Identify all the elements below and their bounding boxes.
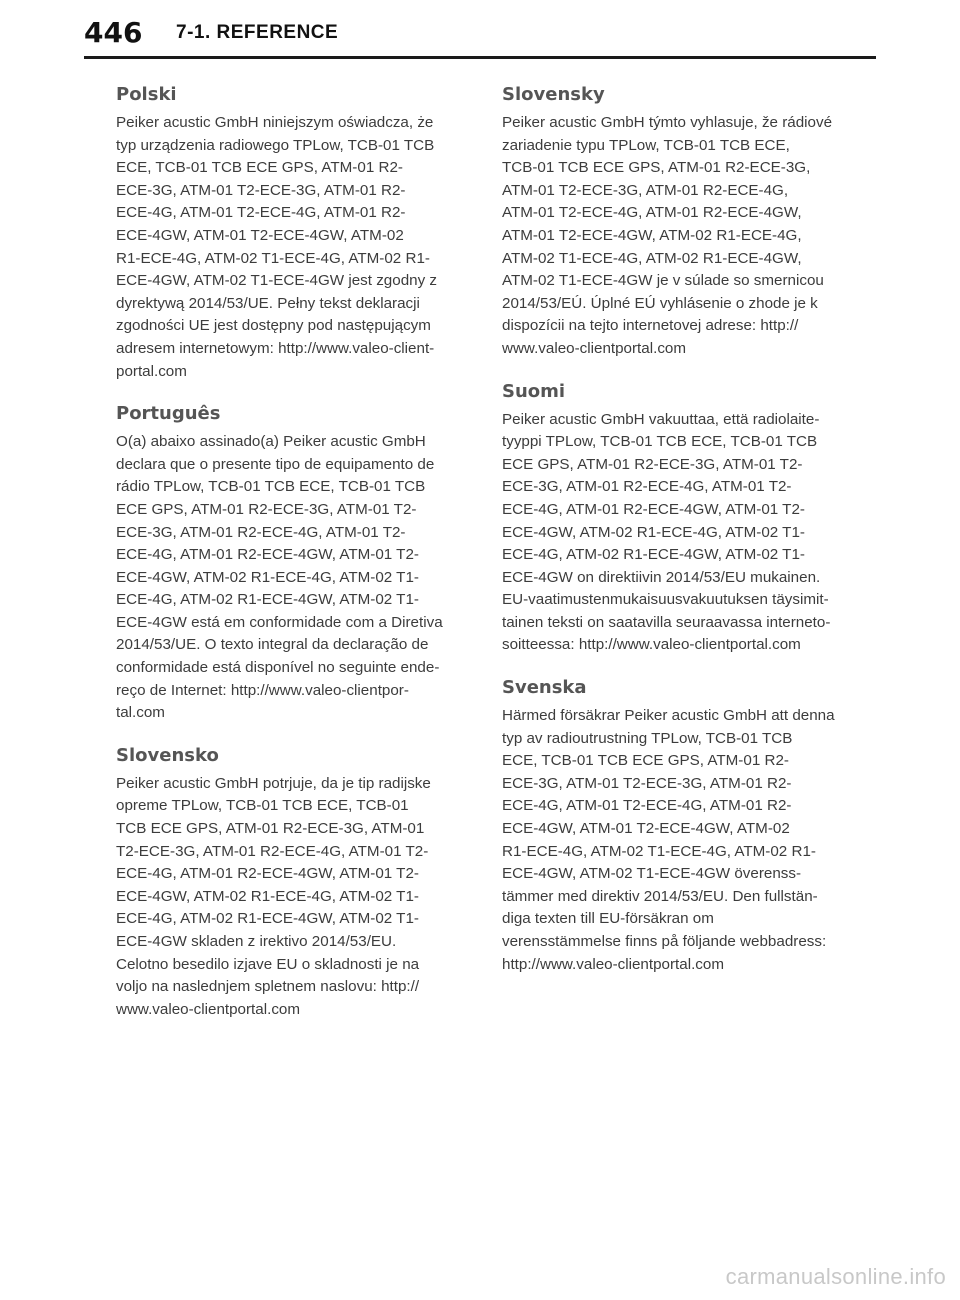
text-line: typ urządzenia radiowego TPLow, TCB-01 TCB — [116, 136, 435, 154]
text-line: ECE-4GW, ATM-02 T1-ECE-4GW överenss- — [502, 865, 802, 883]
text-line: ECE-4GW, ATM-01 T2-ECE-4GW, ATM-02 — [116, 226, 404, 244]
language-heading: Slovensko — [116, 744, 219, 766]
text-line: tämmer med direktiv 2014/53/EU. Den fullstän- — [502, 887, 818, 905]
text-line: ECE GPS, ATM-01 R2-ECE-3G, ATM-01 T2- — [502, 455, 803, 473]
text-line: Peiker acustic GmbH týmto vyhlasuje, že rádiové — [502, 114, 833, 131]
watermark: carmanualsonline.info — [725, 1264, 946, 1289]
declaration-text — [502, 112, 850, 361]
text-line: verensstämmelse finns på följande webbadress: — [502, 933, 827, 950]
text-line: ECE-4G, ATM-01 T2-ECE-4G, ATM-01 R2- — [502, 797, 792, 815]
text-line: diga texten till EU-försäkran om — [502, 910, 714, 928]
text-line: EU-vaatimustenmukaisuusvakuutuksen täysimit- — [502, 591, 829, 609]
page-number: 446 — [84, 16, 143, 49]
text-line: http://www.valeo-clientportal.com — [502, 955, 724, 973]
text-line: tyyppi TPLow, TCB-01 TCB ECE, TCB-01 TCB — [502, 433, 818, 451]
text-line: ECE-4G, ATM-01 T2-ECE-4G, ATM-01 R2- — [116, 204, 406, 222]
text-line: ECE-4G, ATM-02 R1-ECE-4GW, ATM-02 T1- — [116, 591, 419, 609]
text-line: ECE-4GW, ATM-02 R1-ECE-4G, ATM-02 T1- — [502, 523, 805, 541]
text-line: ECE-3G, ATM-01 R2-ECE-4G, ATM-01 T2- — [116, 523, 406, 541]
text-line: ECE GPS, ATM-01 R2-ECE-3G, ATM-01 T2- — [116, 500, 417, 518]
text-line: ECE-4GW skladen z irektivo 2014/53/EU. — [116, 933, 397, 950]
declaration-text — [116, 431, 464, 725]
text-line: soitteessa: http://www.valeo-clientportal.com — [502, 636, 801, 654]
left-column — [116, 84, 464, 1041]
text-line: ECE-4GW on direktiivin 2014/53/EU mukainen. — [502, 568, 821, 586]
language-section — [116, 403, 464, 725]
text-line: opreme TPLow, TCB-01 TCB ECE, TCB-01 — [116, 797, 409, 815]
right-column — [502, 84, 850, 996]
text-line: Peiker acustic GmbH vakuuttaa, että radiolaite- — [502, 410, 820, 428]
text-line: www.valeo-clientportal.com — [116, 1000, 301, 1018]
text-line: R1-ECE-4G, ATM-02 T1-ECE-4G, ATM-02 R1- — [502, 842, 816, 860]
text-line: ECE-4GW, ATM-02 T1-ECE-4GW jest zgodny z — [116, 272, 437, 290]
text-line: ECE-4G, ATM-02 R1-ECE-4GW, ATM-02 T1- — [502, 546, 805, 564]
declaration-text — [116, 112, 464, 383]
text-line: ATM-02 T1-ECE-4GW je v súlade so smernicou — [502, 272, 824, 290]
text-line: ECE-4G, ATM-01 R2-ECE-4GW, ATM-01 T2- — [502, 500, 805, 518]
text-line: ATM-01 T2-ECE-3G, ATM-01 R2-ECE-4G, — [502, 181, 789, 199]
language-heading: Português — [116, 403, 221, 425]
language-heading: Svenska — [502, 677, 587, 699]
text-line: ECE-4GW, ATM-02 R1-ECE-4G, ATM-02 T1- — [116, 568, 419, 586]
text-line: R1-ECE-4G, ATM-02 T1-ECE-4G, ATM-02 R1- — [116, 249, 430, 267]
text-line: Peiker acustic GmbH niniejszym oświadcza, że — [116, 114, 434, 131]
language-heading: Slovensky — [502, 84, 605, 105]
text-line: Härmed försäkrar Peiker acustic GmbH att denna — [502, 707, 835, 725]
declaration-text — [502, 409, 850, 658]
text-line: portal.com — [116, 362, 187, 380]
text-line: www.valeo-clientportal.com — [502, 339, 687, 357]
text-line: conformidade está disponível no seguinte ende- — [116, 659, 440, 677]
text-line: tal.com — [116, 704, 165, 722]
text-line: adresem internetowym: http://www.valeo-client- — [116, 339, 435, 357]
text-line: zgodności UE jest dostępny pod następującym — [116, 317, 431, 335]
section-title: 7-1. REFERENCE — [176, 22, 339, 43]
text-line: ECE, TCB-01 TCB ECE GPS, ATM-01 R2- — [116, 159, 403, 177]
text-line: ECE-3G, ATM-01 T2-ECE-3G, ATM-01 R2- — [116, 181, 406, 199]
text-line: O(a) abaixo assinado(a) Peiker acustic GmbH — [116, 433, 426, 451]
text-line: ATM-01 T2-ECE-4GW, ATM-02 R1-ECE-4G, — [502, 226, 802, 244]
text-line: ECE-4GW está em conformidade com a Diretiva — [116, 613, 443, 631]
text-line: 2014/53/EÚ. Úplné EÚ vyhlásenie o zhode je k — [502, 294, 818, 312]
declaration-text — [116, 773, 464, 1022]
language-section — [502, 84, 850, 361]
language-section — [116, 84, 464, 383]
page-header — [0, 0, 960, 62]
text-line: dyrektywą 2014/53/UE. Pełny tekst deklaracji — [116, 294, 420, 312]
text-line: ATM-01 T2-ECE-4G, ATM-01 R2-ECE-4GW, — [502, 204, 802, 222]
text-line: declara que o presente tipo de equipamento de — [116, 455, 435, 473]
language-heading: Suomi — [502, 380, 566, 402]
text-line: 2014/53/UE. O texto integral da declaração de — [116, 636, 429, 654]
text-line: zariadenie typu TPLow, TCB-01 TCB ECE, — [502, 136, 790, 154]
text-line: ATM-02 T1-ECE-4G, ATM-02 R1-ECE-4GW, — [502, 249, 802, 267]
header-divider — [84, 56, 876, 59]
text-line: tainen teksti on saatavilla seuraavassa interneto- — [502, 613, 831, 631]
language-heading: Polski — [116, 84, 177, 105]
text-line: TCB ECE GPS, ATM-01 R2-ECE-3G, ATM-01 — [116, 820, 425, 838]
text-line: ECE-4G, ATM-01 R2-ECE-4GW, ATM-01 T2- — [116, 865, 419, 883]
text-line: ECE-4GW, ATM-01 T2-ECE-4GW, ATM-02 — [502, 820, 790, 838]
language-section — [116, 745, 464, 1022]
text-line: reço de Internet: http://www.valeo-clientpor- — [116, 681, 409, 699]
text-line: Peiker acustic GmbH potrjuje, da je tip radijske — [116, 774, 431, 792]
text-line: ECE, TCB-01 TCB ECE GPS, ATM-01 R2- — [502, 752, 789, 770]
declaration-text — [502, 705, 850, 976]
text-line: dispozícii na tejto internetovej adrese: http:// — [502, 317, 799, 335]
text-line: ECE-3G, ATM-01 T2-ECE-3G, ATM-01 R2- — [502, 774, 792, 792]
text-line: TCB-01 TCB ECE GPS, ATM-01 R2-ECE-3G, — [502, 159, 811, 177]
language-section — [502, 381, 850, 658]
text-line: ECE-4GW, ATM-02 R1-ECE-4G, ATM-02 T1- — [116, 887, 419, 905]
language-section — [502, 677, 850, 976]
text-line: ECE-4G, ATM-02 R1-ECE-4GW, ATM-02 T1- — [116, 910, 419, 928]
text-line: Celotno besedilo izjave EU o skladnosti je na — [116, 955, 420, 973]
text-line: ECE-4G, ATM-01 R2-ECE-4GW, ATM-01 T2- — [116, 546, 419, 564]
text-line: typ av radioutrustning TPLow, TCB-01 TCB — [502, 729, 793, 747]
text-line: ECE-3G, ATM-01 R2-ECE-4G, ATM-01 T2- — [502, 478, 792, 496]
text-line: T2-ECE-3G, ATM-01 R2-ECE-4G, ATM-01 T2- — [116, 842, 429, 860]
text-line: rádio TPLow, TCB-01 TCB ECE, TCB-01 TCB — [116, 478, 426, 496]
text-line: voljo na naslednjem spletnem naslovu: http:// — [116, 978, 420, 996]
